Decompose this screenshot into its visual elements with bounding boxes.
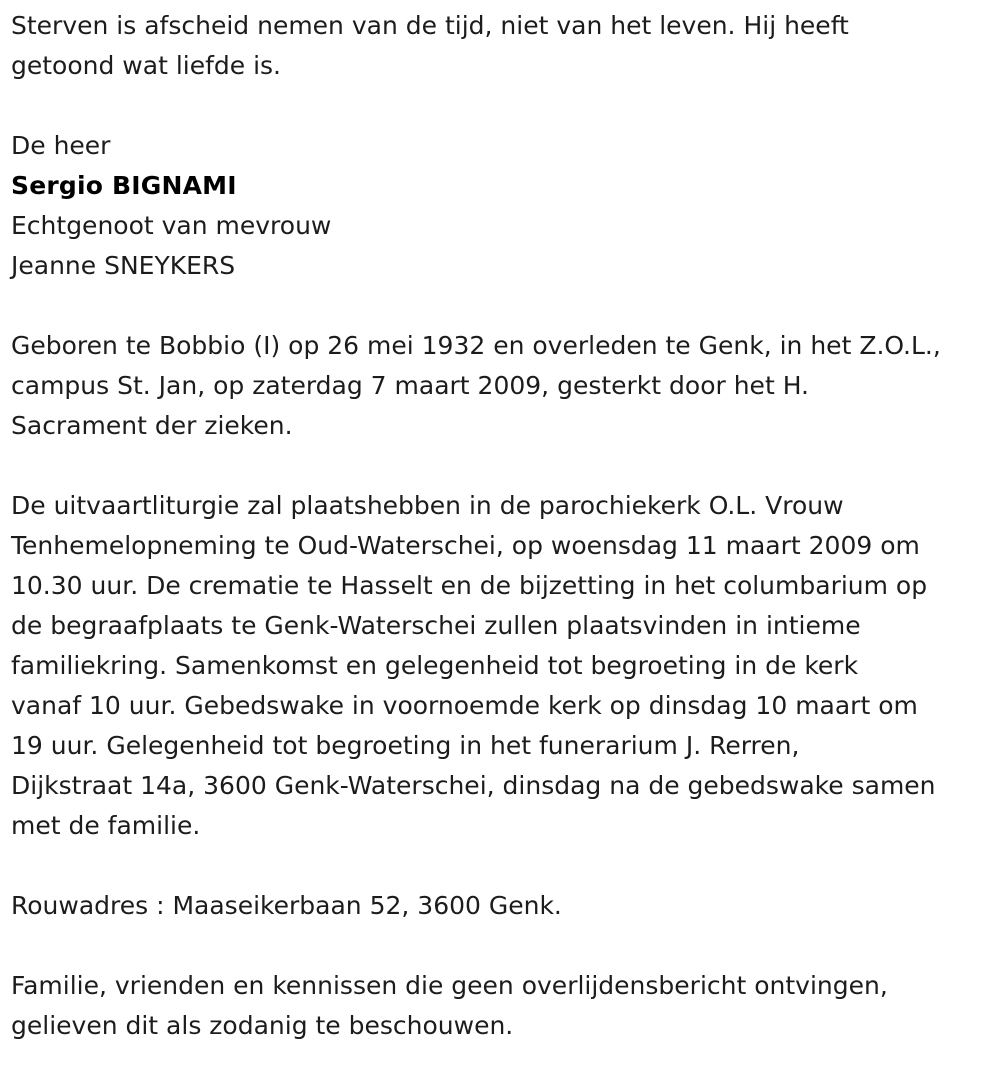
paragraph-spacer — [11, 846, 1000, 886]
salutation: De heer — [11, 131, 111, 160]
text-line: de begraafplaats te Genk-Waterschei zullen plaatsvinden in intieme — [11, 611, 861, 640]
paragraph-spacer — [11, 446, 1000, 486]
text-line: De uitvaartliturgie zal plaatshebben in de parochiekerk O.L. Vrouw — [11, 491, 844, 520]
funeral-paragraph — [11, 486, 1000, 846]
text-line: Tenhemelopneming te Oud-Waterschei, op woensdag 11 maart 2009 om — [11, 531, 920, 560]
text-line: Sacrament der zieken. — [11, 411, 293, 440]
text-line: campus St. Jan, op zaterdag 7 maart 2009, gesterkt door het H. — [11, 371, 809, 400]
paragraph-spacer — [11, 86, 1000, 126]
quote-line: Sterven is afscheid nemen van de tijd, niet van het leven. Hij heeft — [11, 11, 849, 40]
text-line: met de familie. — [11, 811, 201, 840]
text-line: 19 uur. Gelegenheid tot begroeting in het funerarium J. Rerren, — [11, 731, 800, 760]
paragraph-spacer — [11, 926, 1000, 966]
mourning-address: Rouwadres : Maaseikerbaan 52, 3600 Genk. — [11, 891, 562, 920]
paragraph-spacer — [11, 286, 1000, 326]
text-line: Dijkstraat 14a, 3600 Genk-Waterschei, dinsdag na de gebedswake samen — [11, 771, 936, 800]
text-line: Geboren te Bobbio (I) op 26 mei 1932 en overleden te Genk, in het Z.O.L., — [11, 331, 941, 360]
text-line: gelieven dit als zodanig te beschouwen. — [11, 1011, 514, 1040]
text-line: vanaf 10 uur. Gebedswake in voornoemde kerk op dinsdag 10 maart om — [11, 691, 918, 720]
quote-line: getoond wat liefde is. — [11, 51, 282, 80]
text-line: 10.30 uur. De crematie te Hasselt en de bijzetting in het columbarium op — [11, 571, 928, 600]
opening-quote — [11, 6, 1000, 86]
spouse-name: Jeanne SNEYKERS — [11, 251, 236, 280]
deceased-name: Sergio BIGNAMI — [11, 171, 237, 200]
spouse-relation: Echtgenoot van mevrouw — [11, 211, 332, 240]
birth-death-paragraph — [11, 326, 1000, 446]
text-line: familiekring. Samenkomst en gelegenheid tot begroeting in de kerk — [11, 651, 859, 680]
closing-paragraph — [11, 966, 1000, 1046]
text-line: Familie, vrienden en kennissen die geen overlijdensbericht ontvingen, — [11, 971, 888, 1000]
